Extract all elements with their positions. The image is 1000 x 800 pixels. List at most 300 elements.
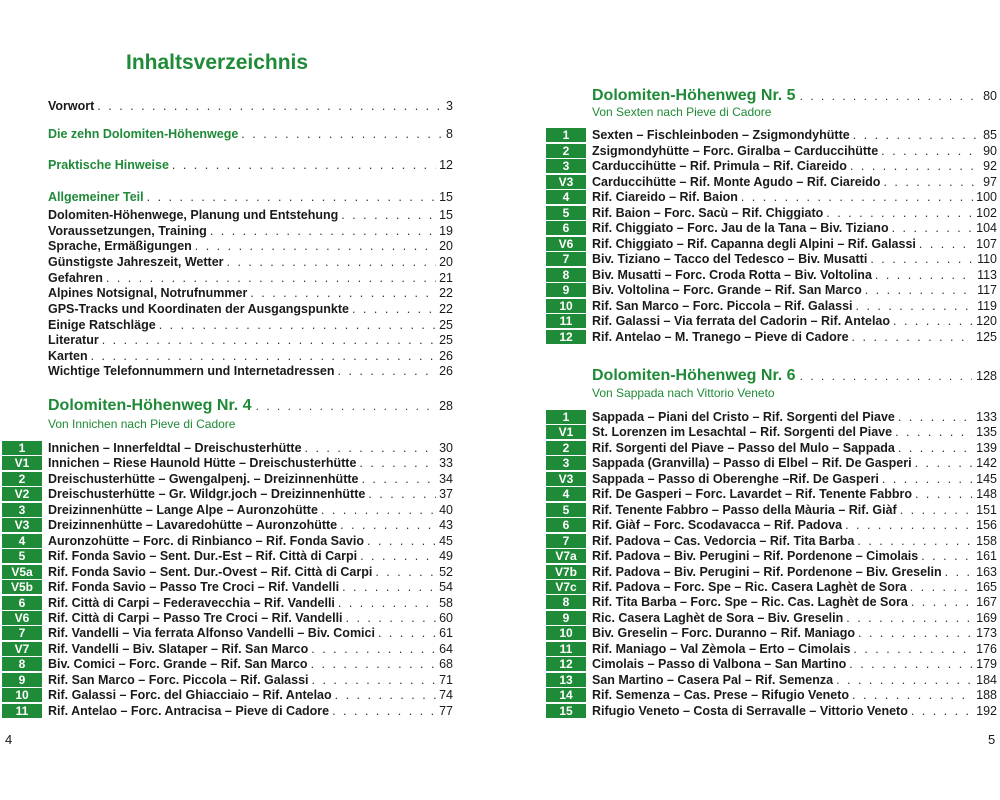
tour-title: Rif. San Marco – Forc. Piccola – Rif. Galassi <box>592 298 853 313</box>
tour-title: Rifugio Veneto – Costa di Serravalle – Vittorio Veneto <box>592 703 908 718</box>
tour-entry <box>2 564 453 579</box>
leader-dots <box>945 565 974 579</box>
tour-title: Rif. Galassi – Via ferrata del Cadorin – Rif. Antelao <box>592 313 891 328</box>
tour-entry <box>546 424 997 439</box>
tour-entry <box>2 455 453 470</box>
tour-number-badge: 8 <box>2 657 42 671</box>
tour-page: 125 <box>976 329 997 344</box>
tour-title: Rif. Ciareido – Rif. Baion <box>592 189 738 204</box>
tour-number-badge: V3 <box>546 472 586 486</box>
tour-page: 133 <box>976 409 997 424</box>
tour-page: 97 <box>983 174 997 189</box>
tour-entry <box>2 548 453 563</box>
toc-entry-page: 19 <box>439 224 453 238</box>
tour-number-badge: 11 <box>546 314 586 328</box>
tour-title: Auronzohütte – Forc. di Rinbianco – Rif. Fonda Savio <box>48 533 364 548</box>
leader-dots <box>311 657 437 671</box>
leader-dots <box>241 126 443 142</box>
toc-entry-title: Wichtige Telefonnummern und Internetadressen <box>48 364 335 378</box>
toc-entry-page: 15 <box>439 208 453 222</box>
tour-number-badge: 2 <box>2 472 42 486</box>
tour-title: Rif. Chiggiato – Rif. Capanna degli Alpini – Rif. Galassi <box>592 236 916 251</box>
leader-dots <box>312 673 437 687</box>
tour-number-badge: 2 <box>546 144 586 158</box>
tour-title: Dreizinnenhütte – Lange Alpe – Auronzohütte <box>48 502 318 517</box>
tour-entry <box>546 455 997 470</box>
tour-entry <box>2 471 453 486</box>
toc-entry-page: 20 <box>439 255 453 269</box>
leader-dots <box>800 86 980 106</box>
tour-page: 85 <box>983 127 997 142</box>
leader-dots <box>910 580 973 594</box>
tour-page: 74 <box>439 687 453 702</box>
toc-entry-title: Vorwort <box>48 99 95 113</box>
tour-title: St. Lorenzen im Lesachtal – Rif. Sorgenti del Piave <box>592 424 893 439</box>
tour-number-badge: 14 <box>546 688 586 702</box>
tour-entry <box>546 687 997 702</box>
tour-entry <box>2 579 453 594</box>
tour-title: Dreischusterhütte – Gr. Wildgr.joch – Dreizinnenhütte <box>48 486 366 501</box>
tour-entry <box>2 440 453 455</box>
toc-entry-page: 25 <box>439 318 453 332</box>
toc-entry-title: Die zehn Dolomiten-Höhenwege <box>48 127 239 141</box>
tour-title: Zsigmondyhütte – Forc. Giralba – Carduccihütte <box>592 143 879 158</box>
leader-dots <box>227 254 437 270</box>
tour-number-badge: 8 <box>546 595 586 609</box>
leader-dots <box>335 688 436 702</box>
tour-page: 192 <box>976 703 997 718</box>
leader-dots <box>346 611 437 625</box>
tour-number-badge: V7a <box>546 549 586 563</box>
toc-entry-title: Alpines Notsignal, Notrufnummer <box>48 286 248 300</box>
tour-title: Rif. Antelao – M. Tranego – Pieve di Cadore <box>592 329 849 344</box>
tour-number-badge: 1 <box>546 128 586 142</box>
tour-number-badge: V1 <box>2 456 42 470</box>
tour-entry <box>546 174 997 189</box>
leader-dots <box>256 396 436 416</box>
tour-title: Rif. Vandelli – Via ferrata Alfonso Vandelli – Biv. Comici <box>48 625 375 640</box>
tour-page: 90 <box>983 143 997 158</box>
page-number-right: 5 <box>988 732 996 747</box>
toc-entry-page: 22 <box>439 286 453 300</box>
tour-entry <box>2 625 453 640</box>
leader-dots <box>865 283 974 297</box>
toc-entry <box>48 285 453 301</box>
tour-page: 151 <box>976 502 997 517</box>
tour-title: Carduccihütte – Rif. Monte Agudo – Rif. Ciareido <box>592 174 881 189</box>
tour-page: 61 <box>439 625 453 640</box>
toc-entry-title: Allgemeiner Teil <box>48 190 144 204</box>
toc-entry-page: 25 <box>439 333 453 347</box>
leader-dots <box>368 487 436 501</box>
toc-entry-page: 15 <box>439 190 453 204</box>
tour-title: Rif. Padova – Forc. Spe – Ric. Casera Laghèt de Sora <box>592 579 907 594</box>
toc-entry-page: 22 <box>439 302 453 316</box>
tour-page: 40 <box>439 502 453 517</box>
tour-entry <box>546 579 997 594</box>
tour-page: 188 <box>976 687 997 702</box>
leader-dots <box>147 189 436 205</box>
toc-entry-title: Sprache, Ermäßigungen <box>48 239 192 253</box>
section-heading-page: 80 <box>983 89 997 103</box>
tour-number-badge: 12 <box>546 657 586 671</box>
tour-title: Sexten – Fischleinboden – Zsigmondyhütte <box>592 127 850 142</box>
tour-page: 102 <box>976 205 997 220</box>
tour-page: 167 <box>976 594 997 609</box>
leader-dots <box>250 285 436 301</box>
tour-page: 142 <box>976 455 997 470</box>
section-heading <box>592 366 997 386</box>
leader-dots <box>359 456 436 470</box>
toc-entry-title: GPS-Tracks und Koordinaten der Ausgangspunkte <box>48 302 349 316</box>
tour-number-badge: 6 <box>546 221 586 235</box>
toc-entry-title: Voraussetzungen, Training <box>48 224 207 238</box>
tour-page: 176 <box>976 641 997 656</box>
tour-number-badge: 5 <box>546 206 586 220</box>
toc-entry-page: 12 <box>439 158 453 172</box>
leader-dots <box>741 190 973 204</box>
tour-number-badge: V2 <box>2 487 42 501</box>
tour-title: Rif. Maniago – Val Zèmola – Erto – Cimolais <box>592 641 851 656</box>
leader-dots <box>892 221 974 235</box>
tour-entry <box>546 298 997 313</box>
leader-dots <box>858 626 973 640</box>
tour-number-badge: 9 <box>546 611 586 625</box>
leader-dots <box>195 238 436 254</box>
tour-number-badge: 2 <box>546 441 586 455</box>
tour-title: Biv. Tiziano – Tacco del Tedesco – Biv. Musatti <box>592 251 868 266</box>
tour-entry <box>2 703 453 718</box>
tour-page: 33 <box>439 455 453 470</box>
section-heading-title: Dolomiten-Höhenweg Nr. 6 <box>592 367 796 384</box>
tour-page: 54 <box>439 579 453 594</box>
tour-entry <box>546 533 997 548</box>
leader-dots <box>852 688 973 702</box>
toc-entry <box>48 270 453 286</box>
toc-entry-page: 26 <box>439 364 453 378</box>
tour-entry <box>2 610 453 625</box>
tour-title: Rif. Tenente Fabbro – Passo della Màuria – Rif. Giàf <box>592 502 897 517</box>
tour-page: 163 <box>976 564 997 579</box>
tour-page: 156 <box>976 517 997 532</box>
tour-title: Rif. Fonda Savio – Sent. Dur.-Est – Rif. Città di Carpi <box>48 548 358 563</box>
tour-number-badge: 6 <box>546 518 586 532</box>
tour-number-badge: 7 <box>2 626 42 640</box>
tour-title: Rif. De Gasperi – Forc. Lavardet – Rif. Tenente Fabbro <box>592 486 912 501</box>
toc-entry <box>48 189 453 205</box>
leader-dots <box>882 472 973 486</box>
leader-dots <box>321 503 436 517</box>
leader-dots <box>875 268 974 282</box>
leader-dots <box>375 565 436 579</box>
tour-number-badge: 11 <box>546 642 586 656</box>
tour-entry <box>546 486 997 501</box>
tour-title: San Martino – Casera Pal – Rif. Semenza <box>592 672 834 687</box>
tour-number-badge: V5a <box>2 565 42 579</box>
tour-number-badge: 7 <box>546 252 586 266</box>
tour-page: 68 <box>439 656 453 671</box>
tour-page: 148 <box>976 486 997 501</box>
tour-entry <box>546 189 997 204</box>
tour-entry <box>2 687 453 702</box>
tour-entry <box>546 236 997 251</box>
tour-title: Biv. Comici – Forc. Grande – Rif. San Marco <box>48 656 308 671</box>
tour-title: Carduccihütte – Rif. Primula – Rif. Ciareido <box>592 158 847 173</box>
tour-title: Rif. Galassi – Forc. del Ghiacciaio – Rif. Antelao <box>48 687 332 702</box>
toc-entry-page: 3 <box>446 99 453 113</box>
tour-page: 37 <box>439 486 453 501</box>
tour-title: Dreizinnenhütte – Lavaredohütte – Auronzohütte <box>48 517 338 532</box>
leader-dots <box>883 175 980 189</box>
tour-number-badge: V6 <box>546 237 586 251</box>
tour-number-badge: V5b <box>2 580 42 594</box>
leader-dots <box>367 534 436 548</box>
tour-entry <box>546 127 997 142</box>
toc-entry-page: 26 <box>439 349 453 363</box>
leader-dots <box>900 503 973 517</box>
tour-title: Sappada – Passo di Oberenghe –Rif. De Gasperi <box>592 471 879 486</box>
tour-page: 117 <box>977 282 997 297</box>
tour-page: 43 <box>439 517 453 532</box>
tour-page: 49 <box>439 548 453 563</box>
tour-number-badge: V6 <box>2 611 42 625</box>
leader-dots <box>97 98 443 114</box>
toc-entry-title: Gefahren <box>48 271 103 285</box>
tour-number-badge: 15 <box>546 704 586 718</box>
toc-entry <box>48 363 453 379</box>
leader-dots <box>921 549 973 563</box>
tour-page: 104 <box>976 220 997 235</box>
tour-number-badge: 8 <box>546 268 586 282</box>
leader-dots <box>893 314 973 328</box>
toc-entry <box>48 332 453 348</box>
leader-dots <box>91 348 437 364</box>
tour-page: 165 <box>976 579 997 594</box>
tour-page: 145 <box>976 471 997 486</box>
leader-dots <box>881 144 980 158</box>
tour-title: Rif. Padova – Cas. Vedorcia – Rif. Tita Barba <box>592 533 855 548</box>
leader-dots <box>361 472 436 486</box>
tour-page: 45 <box>439 533 453 548</box>
tour-page: 120 <box>976 313 997 328</box>
tour-entry <box>546 594 997 609</box>
tour-page: 52 <box>439 564 453 579</box>
tour-page: 119 <box>977 298 997 313</box>
leader-dots <box>857 534 973 548</box>
leader-dots <box>159 317 436 333</box>
tour-page: 92 <box>983 158 997 173</box>
tour-number-badge: 4 <box>546 190 586 204</box>
tour-title: Sappada (Granvilla) – Passo di Elbel – Rif. De Gasperi <box>592 455 912 470</box>
section-subtitle: Von Innichen nach Pieve di Cadore <box>48 417 236 431</box>
leader-dots <box>836 673 973 687</box>
toc-title: Inhaltsverzeichnis <box>126 51 309 74</box>
leader-dots <box>852 330 974 344</box>
tour-number-badge: 3 <box>2 503 42 517</box>
section-heading-page: 28 <box>439 399 453 413</box>
tour-number-badge: 3 <box>546 159 586 173</box>
tour-title: Rif. Fonda Savio – Sent. Dur.-Ovest – Rif. Città di Carpi <box>48 564 373 579</box>
tour-entry <box>2 595 453 610</box>
tour-title: Sappada – Piani del Cristo – Rif. Sorgenti del Piave <box>592 409 895 424</box>
tour-entry <box>546 564 997 579</box>
tour-number-badge: V3 <box>546 175 586 189</box>
toc-entry <box>48 301 453 317</box>
toc-entry-title: Dolomiten-Höhenwege, Planung und Entstehung <box>48 208 339 222</box>
tour-title: Innichen – Riese Haunold Hütte – Dreischusterhütte <box>48 455 357 470</box>
section-subtitle: Von Sappada nach Vittorio Veneto <box>592 386 775 400</box>
tour-number-badge: 1 <box>2 441 42 455</box>
leader-dots <box>106 270 436 286</box>
leader-dots <box>919 237 973 251</box>
tour-entry <box>2 672 453 687</box>
tour-entry <box>546 656 997 671</box>
toc-entry <box>48 317 453 333</box>
section-heading <box>592 86 997 106</box>
leader-dots <box>898 410 973 424</box>
section-heading-title: Dolomiten-Höhenweg Nr. 5 <box>592 87 796 104</box>
leader-dots <box>341 207 436 223</box>
toc-entry <box>48 126 453 142</box>
tour-number-badge: 4 <box>546 487 586 501</box>
tour-title: Rif. Tita Barba – Forc. Spe – Ric. Cas. Laghèt de Sora <box>592 594 908 609</box>
toc-entry <box>48 207 453 223</box>
tour-title: Rif. Antelao – Forc. Antracisa – Pieve di Cadore <box>48 703 330 718</box>
tour-title: Rif. Semenza – Cas. Prese – Rifugio Veneto <box>592 687 850 702</box>
tour-title: Rif. Fonda Savio – Passo Tre Croci – Rif. Vandelli <box>48 579 340 594</box>
tour-entry <box>2 517 453 532</box>
tour-entry <box>546 471 997 486</box>
tour-entry <box>546 548 997 563</box>
tour-title: Rif. San Marco – Forc. Piccola – Rif. Galassi <box>48 672 309 687</box>
tour-number-badge: V3 <box>2 518 42 532</box>
tour-entry <box>546 220 997 235</box>
tour-title: Rif. Giàf – Forc. Scodavacca – Rif. Padova <box>592 517 843 532</box>
leader-dots <box>870 252 974 266</box>
tour-number-badge: 11 <box>2 704 42 718</box>
tour-number-badge: V7 <box>2 642 42 656</box>
tour-title: Biv. Greselin – Forc. Duranno – Rif. Maniago <box>592 625 856 640</box>
leader-dots <box>915 456 974 470</box>
section-subtitle: Von Sexten nach Pieve di Cadore <box>592 105 772 119</box>
tour-entry <box>546 205 997 220</box>
tour-title: Biv. Voltolina – Forc. Grande – Rif. San Marco <box>592 282 862 297</box>
tour-title: Dreischusterhütte – Gwengalpenj. – Dreizinnenhütte <box>48 471 359 486</box>
tour-page: 113 <box>977 267 997 282</box>
tour-page: 184 <box>976 672 997 687</box>
tour-page: 169 <box>976 610 997 625</box>
section-heading-title: Dolomiten-Höhenweg Nr. 4 <box>48 397 252 414</box>
toc-entry-page: 8 <box>446 127 453 141</box>
leader-dots <box>853 642 973 656</box>
leader-dots <box>172 157 436 173</box>
tour-page: 173 <box>976 625 997 640</box>
tour-title: Rif. Città di Carpi – Passo Tre Croci – Rif. Vandelli <box>48 610 343 625</box>
tour-entry <box>546 251 997 266</box>
tour-entry <box>546 329 997 344</box>
toc-entry <box>48 98 453 114</box>
tour-number-badge: V7b <box>546 565 586 579</box>
tour-page: 71 <box>439 672 453 687</box>
leader-dots <box>340 518 436 532</box>
leader-dots <box>915 487 973 501</box>
tour-number-badge: 9 <box>2 673 42 687</box>
section-heading-page: 128 <box>976 369 997 383</box>
tour-number-badge: 9 <box>546 283 586 297</box>
tour-title: Rif. Padova – Biv. Perugini – Rif. Pordenone – Cimolais <box>592 548 919 563</box>
tour-number-badge: 10 <box>546 299 586 313</box>
tour-page: 158 <box>976 533 997 548</box>
toc-entry-title: Praktische Hinweise <box>48 158 169 172</box>
leader-dots <box>911 704 973 718</box>
leader-dots <box>352 301 436 317</box>
leader-dots <box>845 518 973 532</box>
leader-dots <box>378 626 436 640</box>
tour-page: 58 <box>439 595 453 610</box>
tour-number-badge: 4 <box>2 534 42 548</box>
tour-entry <box>546 672 997 687</box>
tour-number-badge: 1 <box>546 410 586 424</box>
tour-number-badge: V1 <box>546 425 586 439</box>
page-number-left: 4 <box>5 732 13 747</box>
tour-page: 64 <box>439 641 453 656</box>
tour-number-badge: 3 <box>546 456 586 470</box>
leader-dots <box>800 366 973 386</box>
tour-page: 34 <box>439 471 453 486</box>
toc-entry-title: Günstigste Jahreszeit, Wetter <box>48 255 224 269</box>
tour-title: Rif. Città di Carpi – Federavecchia – Rif. Vandelli <box>48 595 335 610</box>
tour-entry <box>546 409 997 424</box>
tour-page: 30 <box>439 440 453 455</box>
leader-dots <box>332 704 436 718</box>
tour-entry <box>546 610 997 625</box>
tour-number-badge: V7c <box>546 580 586 594</box>
leader-dots <box>895 425 973 439</box>
tour-page: 135 <box>976 424 997 439</box>
tour-entry <box>546 440 997 455</box>
toc-entry <box>48 157 453 173</box>
leader-dots <box>311 642 436 656</box>
leader-dots <box>853 128 980 142</box>
leader-dots <box>911 595 973 609</box>
toc-entry <box>48 223 453 239</box>
leader-dots <box>360 549 436 563</box>
tour-page: 77 <box>439 703 453 718</box>
tour-entry <box>2 533 453 548</box>
tour-entry <box>2 502 453 517</box>
leader-dots <box>210 223 436 239</box>
tour-number-badge: 10 <box>2 688 42 702</box>
tour-title: Cimolais – Passo di Valbona – San Martino <box>592 656 847 671</box>
tour-entry <box>546 703 997 718</box>
tour-page: 139 <box>976 440 997 455</box>
tour-entry <box>2 486 453 501</box>
tour-entry <box>546 313 997 328</box>
toc-entry-page: 20 <box>439 239 453 253</box>
tour-number-badge: 5 <box>546 503 586 517</box>
tour-entry <box>546 517 997 532</box>
leader-dots <box>338 596 436 610</box>
tour-number-badge: 12 <box>546 330 586 344</box>
tour-title: Rif. Chiggiato – Forc. Jau de la Tana – Biv. Tiziano <box>592 220 889 235</box>
tour-page: 179 <box>976 656 997 671</box>
tour-page: 161 <box>976 548 997 563</box>
tour-number-badge: 6 <box>2 596 42 610</box>
tour-title: Rif. Baion – Forc. Sacù – Rif. Chiggiato <box>592 205 824 220</box>
tour-title: Biv. Musatti – Forc. Croda Rotta – Biv. Voltolina <box>592 267 872 282</box>
toc-entry-title: Einige Ratschläge <box>48 318 156 332</box>
toc-entry <box>48 254 453 270</box>
